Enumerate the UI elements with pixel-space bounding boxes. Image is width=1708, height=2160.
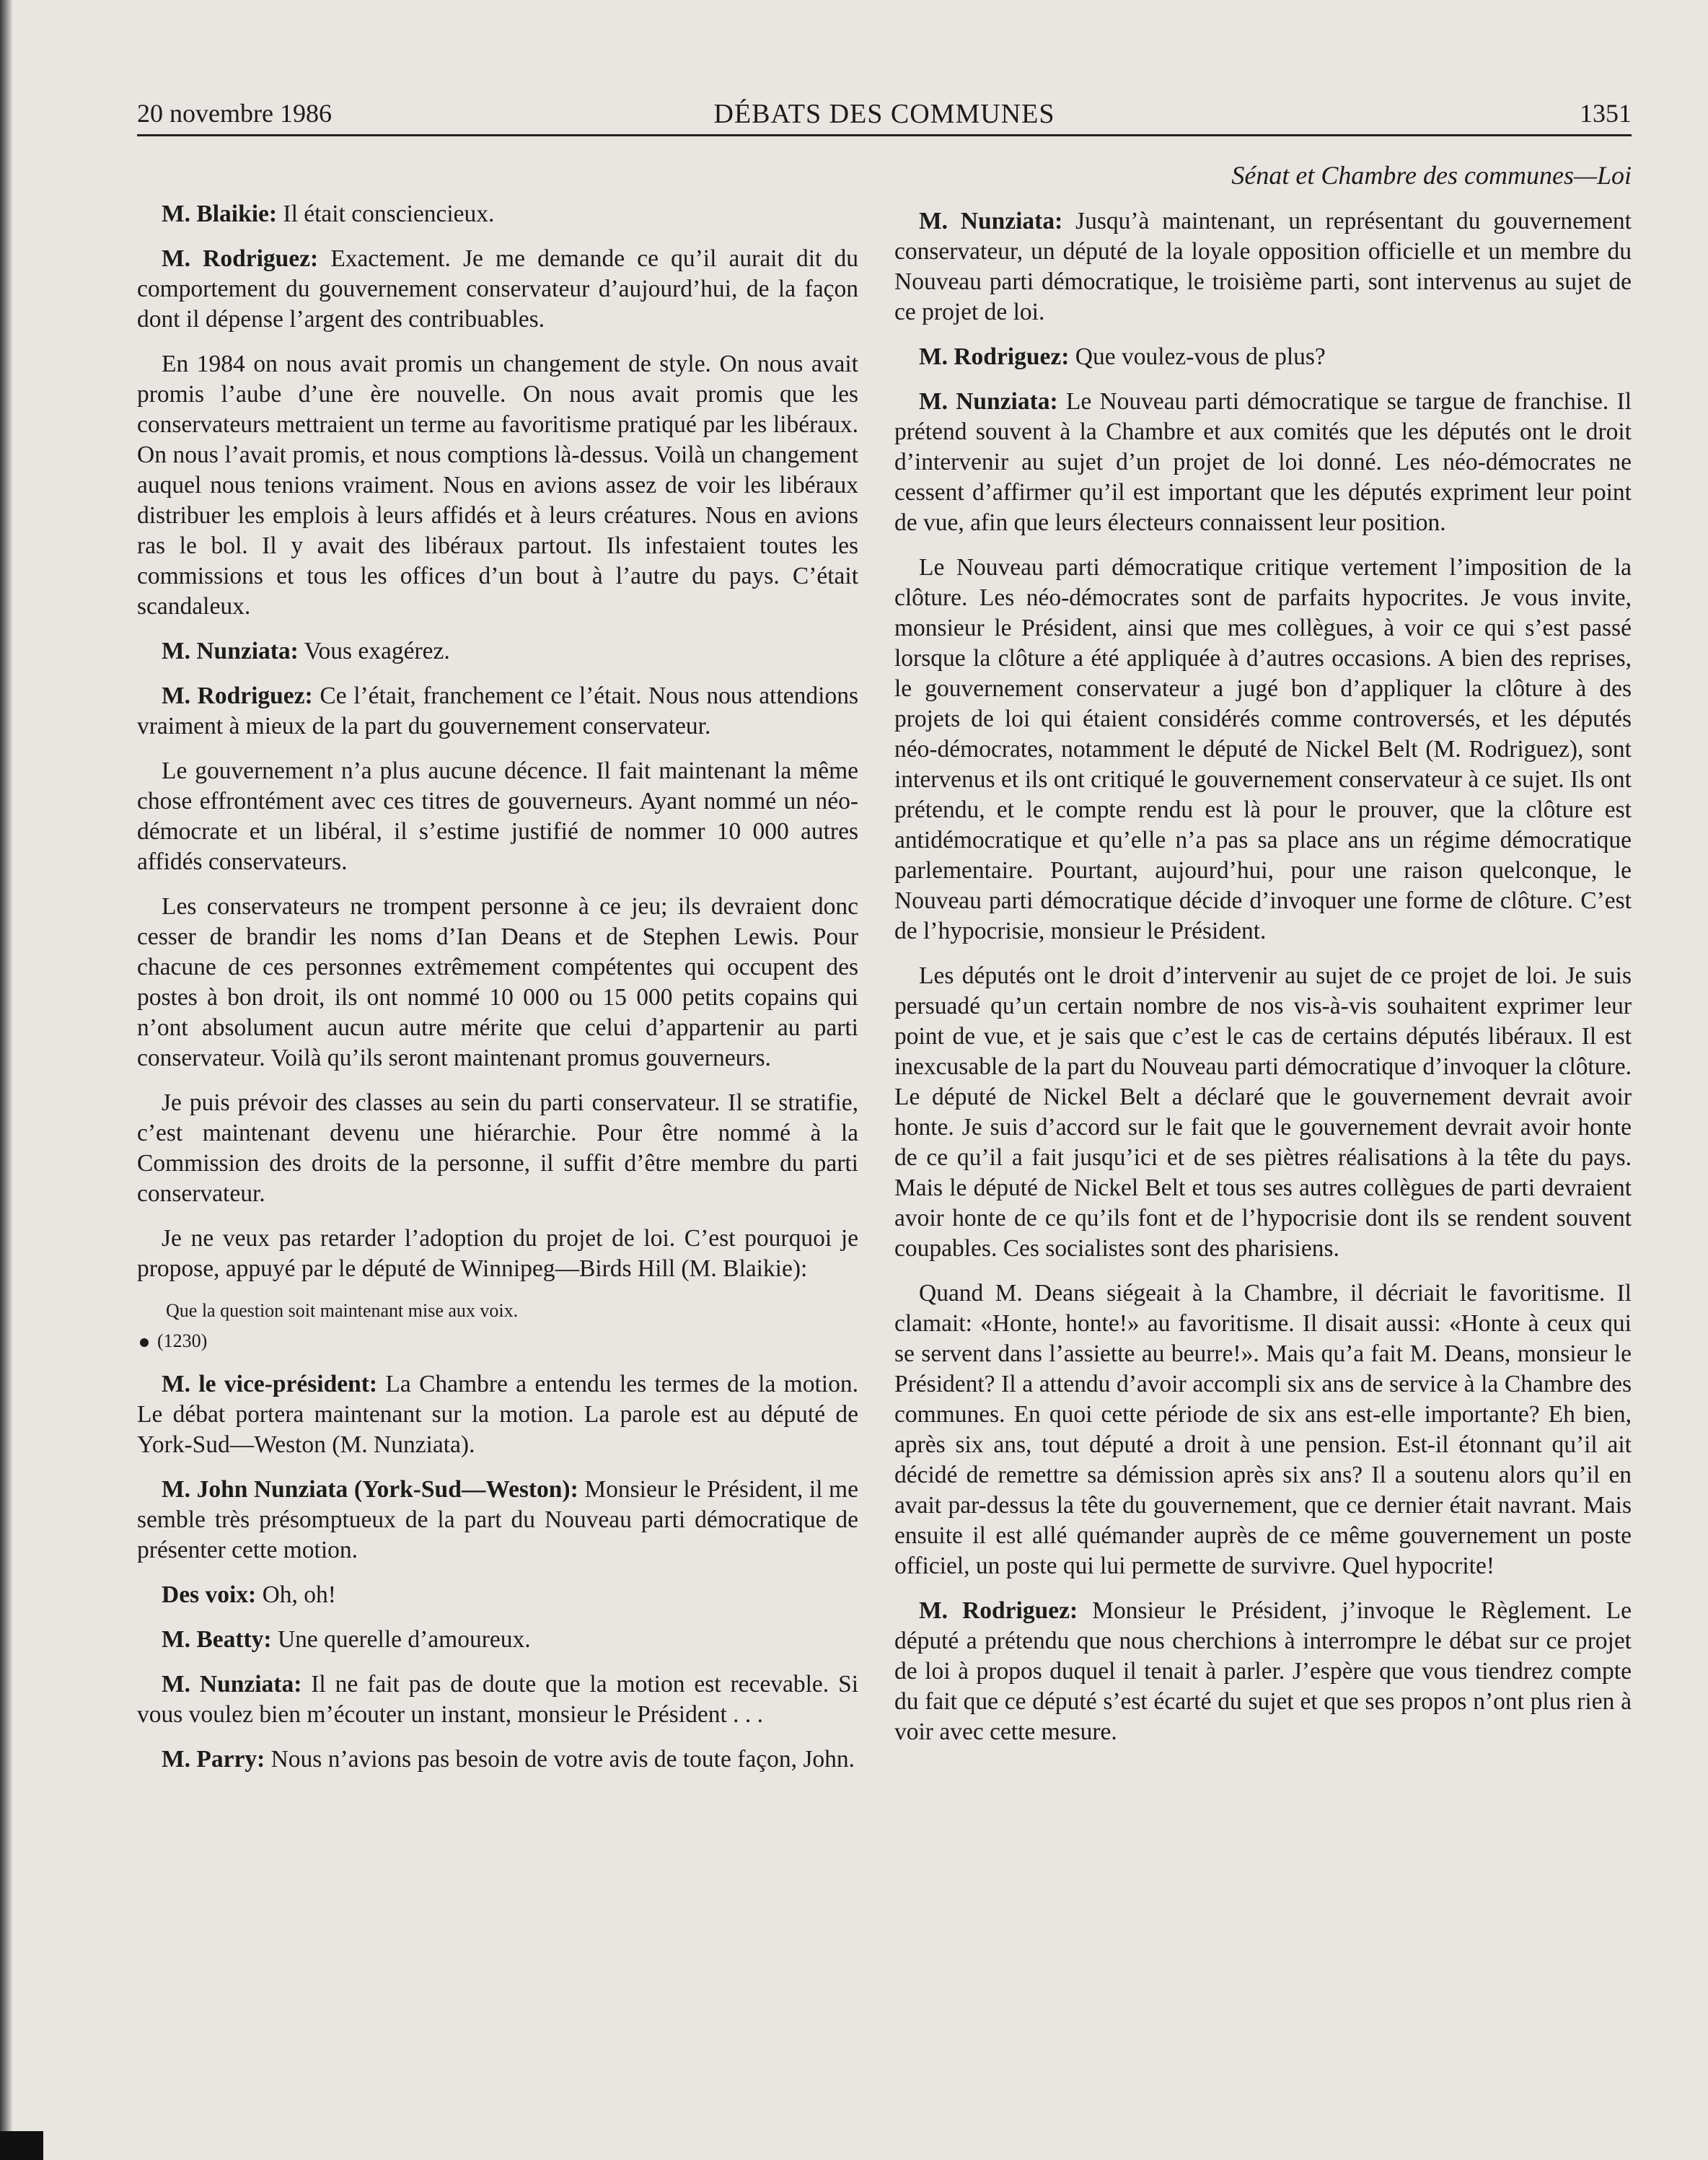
- speaker-name: M. Parry:: [162, 1746, 265, 1773]
- time-marker: [140, 1329, 858, 1353]
- paragraph: [137, 1625, 858, 1655]
- paragraph-text: La Chambre a entendu les termes de la motion. Le débat portera maintenant sur la motion. La parole est au député de York-Sud—Weston (M. Nunziata).: [137, 1371, 858, 1458]
- paragraph: [894, 342, 1632, 372]
- paragraph-text: Les conservateurs ne trompent personne à ce jeu; ils devraient donc cesser de brandir les noms d’Ian Deans et de Stephen Lewis. Pour chacune de ces personnes extrêmement compétentes qui occupent des postes à bon droit, ils ont nommé 10 000 ou 15 000 petits copains qui n’ont absolument aucun autre mérite que celui d’appartenir au parti conservateur. Voilà qu’ils seront maintenant promus gouverneurs.: [137, 893, 858, 1071]
- paragraph: [137, 349, 858, 622]
- paragraph: [894, 961, 1632, 1264]
- paragraph-text: Vous exagérez.: [298, 638, 450, 664]
- paragraph: [137, 1669, 858, 1730]
- page-header: [137, 98, 1632, 136]
- page-binding-shadow: [0, 0, 13, 2160]
- paragraph: [137, 1744, 858, 1775]
- time-marker-text: (1230): [157, 1330, 208, 1351]
- speaker-name: M. Nunziata:: [162, 1671, 302, 1698]
- paragraph: [137, 1088, 858, 1209]
- paragraph: [894, 387, 1632, 538]
- speaker-name: M. Nunziata:: [162, 638, 299, 664]
- paragraph: [137, 681, 858, 742]
- paragraph: [137, 1475, 858, 1566]
- paragraph: [894, 206, 1632, 328]
- speaker-name: Des voix:: [162, 1581, 257, 1608]
- paragraph-text: Jusqu’à maintenant, un représentant du gouvernement conservateur, un député de la loyale opposition officielle et un membre du Nouveau parti démocratique, le troisième parti, sont intervenus au sujet de ce projet de loi.: [894, 208, 1632, 325]
- paragraph-text: Il était consciencieux.: [277, 201, 495, 227]
- paragraph-text: Le Nouveau parti démocratique se targue de franchise. Il prétend souvent à la Chambre et aux comités que les députés ont le droit d’intervenir au sujet d’un projet de loi donné. Les néo-démocrates ne cessent d’affirmer qu’il est important que les députés expriment leur point de vue, afin que leurs électeurs connaissent leur position.: [894, 388, 1632, 536]
- paragraph-text: Exactement. Je me demande ce qu’il aurait dit du comportement du gouvernement conservateur d’aujourd’hui, de la façon dont il dépense l’argent des contribuables.: [137, 245, 858, 333]
- paragraph-text: Monsieur le Président, il me semble très présomptueux de la part du Nouveau parti démocratique de présenter cette motion.: [137, 1476, 858, 1563]
- speaker-name: M. Rodriguez:: [162, 682, 313, 709]
- speaker-name: M. Blaikie:: [162, 201, 278, 227]
- paragraph-text: Le gouvernement n’a plus aucune décence. Il fait maintenant la même chose effrontément avec ces titres de gouverneurs. Ayant nommé un néo-démocrate et un libéral, il s’estime justifié de nommer 10 000 autres affidés conservateurs.: [137, 758, 858, 875]
- speaker-name: M. Rodriguez:: [919, 343, 1070, 370]
- left-column: [137, 199, 858, 1789]
- paragraph-text: Le Nouveau parti démocratique critique vertement l’imposition de la clôture. Les néo-démocrates sont de parfaits hypocrites. Je vous invite, monsieur le Président, ainsi que mes collègues, à voir ce qui s’est passé lorsque la clôture a été appliquée à d’autres occasions. A bien des reprises, le gouvernement conservateur a jugé bon d’appliquer la clôture à des projets de loi qui étaient considérés comme controversés, et les députés néo-démocrates, notamment le député de Nickel Belt (M. Rodriguez), sont intervenus et ils ont critiqué le gouvernement conservateur à ce sujet. Ils ont prétendu, et le compte rendu est là pour le prouver, que la clôture est antidémocratique et qu’elle n’a pas sa place ans un régime démocratique parlementaire. Pourtant, aujourd’hui, pour une raison quelconque, le Nouveau parti démocratique décide d’invoquer une forme de clôture. C’est de l’hypocrisie, monsieur le Président.: [894, 554, 1632, 944]
- paragraph-text: Je puis prévoir des classes au sein du parti conservateur. Il se stratifie, c’est maintenant devenu une hiérarchie. Pour être nommé à la Commission des droits de la personne, il suffit d’être membre du parti conservateur.: [137, 1089, 858, 1207]
- left-column-speeches-continued: [137, 1369, 858, 1775]
- paragraph-text: Quand M. Deans siégeait à la Chambre, il décriait le favoritisme. Il clamait: «Honte, honte!» au favoritisme. Il disait aussi: «Honte à ceux qui se servent dans l’assiette au beurre!». Mais qu’a fait M. Deans, monsieur le Président? Il a attendu d’avoir accompli six ans de service à la Chambre des communes. En quoi cette période de six ans est-elle importante? Eh bien, après six ans, tout député a droit à une pension. Est-il étonnant qu’il ait décidé de remettre sa démission après six ans? Il a soutenu alors qu’il en avait par-dessus la tête du gouvernement, que ce dernier était navrant. Mais ensuite il est allé quémander auprès de ce même gouvernement un poste officiel, un poste qui lui permette de survivre. Quel hypocrite!: [894, 1280, 1632, 1579]
- page-number: 1351: [1580, 99, 1632, 128]
- speaker-name: M. le vice-président:: [162, 1371, 378, 1397]
- paragraph: [894, 553, 1632, 947]
- bullet-icon: [140, 1338, 149, 1347]
- paragraph: [137, 1580, 858, 1610]
- speaker-name: M. Nunziata:: [919, 388, 1058, 415]
- paragraph-text: Oh, oh!: [256, 1581, 336, 1608]
- paragraph-text: Monsieur le Président, j’invoque le Règlement. Le député a prétendu que nous cherchions à interrompre le débat sur ce projet de loi à propos duquel il tenait à parler. J’espère que vous tiendrez compte du fait que ce député s’est écarté du sujet et que ses propos n’ont plus rien à voir avec cette mesure.: [894, 1597, 1632, 1745]
- paragraph: [137, 1224, 858, 1284]
- paragraph: [137, 756, 858, 877]
- motion-text: Que la question soit maintenant mise aux voix.: [166, 1300, 519, 1321]
- speaker-name: M. John Nunziata (York-Sud—Weston):: [162, 1476, 578, 1503]
- speaker-name: M. Rodriguez:: [162, 245, 319, 272]
- section-subtitle: Sénat et Chambre des communes—Loi: [1231, 161, 1632, 190]
- header-title: DÉBATS DES COMMUNES: [713, 99, 1055, 129]
- paragraph: [137, 244, 858, 335]
- left-column-speeches: [137, 199, 858, 1284]
- paragraph: [894, 1596, 1632, 1747]
- paragraph: [137, 199, 858, 229]
- scan-corner: [0, 2131, 43, 2160]
- header-date: 20 novembre 1986: [137, 99, 332, 128]
- speaker-name: M. Rodriguez:: [919, 1597, 1078, 1624]
- paragraph-text: Une querelle d’amoureux.: [271, 1626, 531, 1653]
- right-column: [894, 206, 1632, 1762]
- paragraph-text: Les députés ont le droit d’intervenir au sujet de ce projet de loi. Je suis persuadé qu’un certain nombre de nos vis-à-vis souhaitent exprimer leur point de vue, et je sais que c’est le cas de certains députés libéraux. Il est inexcusable de la part du Nouveau parti démocratique d’invoquer la clôture. Le député de Nickel Belt a déclaré que le gouvernement devrait avoir honte. Je suis d’accord sur le fait que le gouvernement devrait avoir honte de ce qu’il a fait jusqu’ici et de ses piètres réalisations à la tête du pays. Mais le député de Nickel Belt et tous ses autres collègues de parti devraient avoir honte de ce qu’ils font et de l’hypocrisie dont ils se rendent souvent coupables. Ces socialistes sont des pharisiens.: [894, 962, 1632, 1262]
- paragraph: [894, 1278, 1632, 1581]
- speaker-name: M. Beatty:: [162, 1626, 272, 1653]
- paragraph-text: Ce l’était, franchement ce l’était. Nous nous attendions vraiment à mieux de la part du gouvernement conservateur.: [137, 682, 858, 739]
- paragraph-text: Il ne fait pas de doute que la motion est recevable. Si vous voulez bien m’écouter un instant, monsieur le Président . . .: [137, 1671, 859, 1728]
- paragraph-text: Que voulez-vous de plus?: [1069, 343, 1326, 370]
- paragraph-text: En 1984 on nous avait promis un changement de style. On nous avait promis l’aube d’une ère nouvelle. On nous avait promis que les conservateurs mettraient un terme au favoritisme pratiqué par les libéraux. On nous l’avait promis, et nous comptions là-dessus. Voilà un changement auquel nous tenions vraiment. Nous en avions assez de voir les libéraux distribuer les emplois à leurs affidés et à leurs créatures. Nous en avions ras le bol. Il y avait des libéraux partout. Ils infestaient toutes les commissions et tous les offices d’un bout à l’autre du pays. C’était scandaleux.: [137, 351, 858, 620]
- paragraph: [137, 1369, 858, 1460]
- paragraph: [137, 636, 858, 667]
- paragraph-text: Nous n’avions pas besoin de votre avis de toute façon, John.: [265, 1746, 855, 1773]
- paragraph: [137, 892, 858, 1074]
- paragraph-text: Je ne veux pas retarder l’adoption du projet de loi. C’est pourquoi je propose, appuyé par le député de Winnipeg—Birds Hill (M. Blaikie):: [137, 1225, 858, 1282]
- right-column-speeches: [894, 206, 1632, 1747]
- speaker-name: M. Nunziata:: [919, 208, 1063, 234]
